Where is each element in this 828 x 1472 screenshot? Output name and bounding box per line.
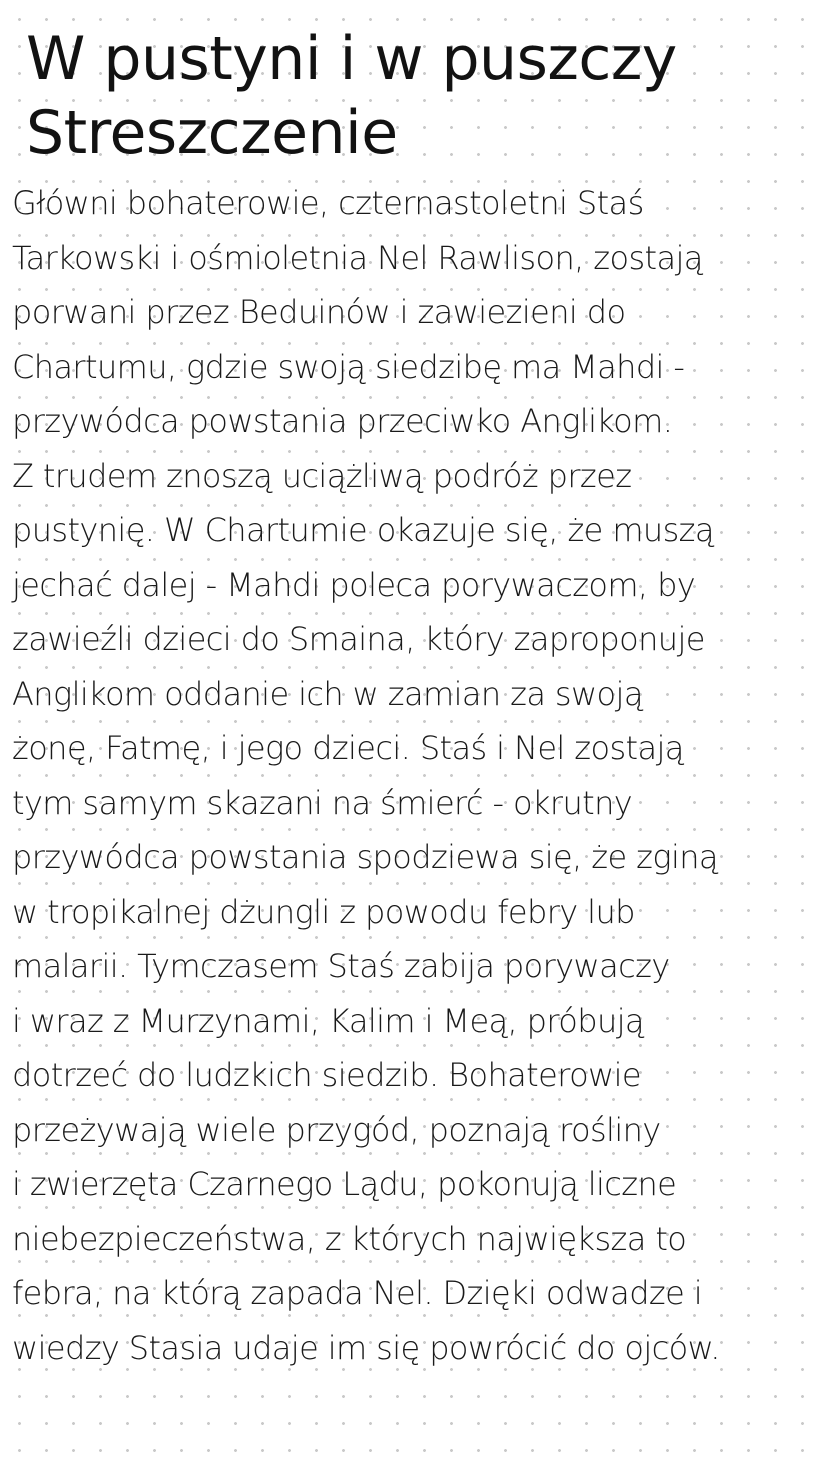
text-line: dotrzeć do ludzkich siedzib. Bohaterowie <box>12 1056 642 1094</box>
summary-text <box>12 176 814 1375</box>
text-line: Tarkowski i ośmioletnia Nel Rawlison, zostają <box>12 238 703 277</box>
text-line: Główni bohaterowie, czternastoletni Staś <box>12 184 644 222</box>
note-title <box>12 22 814 170</box>
text-line: Anglikom oddanie ich w zamian za swoją <box>12 674 643 713</box>
text-line: wiedzy Stasia udaje im się powrócić do ojców. <box>12 1328 720 1367</box>
text-line: tym samym skazani na śmierć - okrutny <box>12 783 633 822</box>
text-line: przywódca powstania przeciwko Anglikom. <box>12 402 673 440</box>
text-line: febra, na którą zapada Nel. Dzięki odwadze i <box>12 1274 703 1312</box>
text-line: Chartumu, gdzie swoją siedzibę ma Mahdi - <box>12 347 685 386</box>
text-line: zawieźli dzieci do Smaina, który zaproponuje <box>12 620 705 658</box>
title-line: W pustyni i w puszczy <box>26 24 677 94</box>
text-line: malarii. Tymczasem Staś zabija porywaczy <box>12 947 670 985</box>
subtitle-line: Streszczenie <box>26 98 398 168</box>
text-line: w tropikalnej dżungli z powodu febry lub <box>12 892 635 931</box>
text-line: przywódca powstania spodziewa się, że zginą <box>12 838 718 876</box>
text-line: porwani przez Beduinów i zawiezieni do <box>12 293 626 331</box>
text-line: i zwierzęta Czarnego Lądu, pokonują liczne <box>12 1165 677 1203</box>
text-line: pustynię. W Chartumie okazuje się, że muszą <box>12 511 714 549</box>
text-line: przeżywają wiele przygód, poznają rośliny <box>12 1110 661 1149</box>
text-line: niebezpieczeństwa, z których największa to <box>12 1219 687 1258</box>
text-line: żonę, Fatmę, i jego dzieci. Staś i Nel zostają <box>12 729 684 767</box>
text-line: Z trudem znoszą uciążliwą podróż przez <box>12 456 632 495</box>
text-line: i wraz z Murzynami, Kalim i Meą, próbują <box>12 1001 644 1040</box>
text-line: jechać dalej - Mahdi poleca porywaczom, by <box>12 565 696 604</box>
